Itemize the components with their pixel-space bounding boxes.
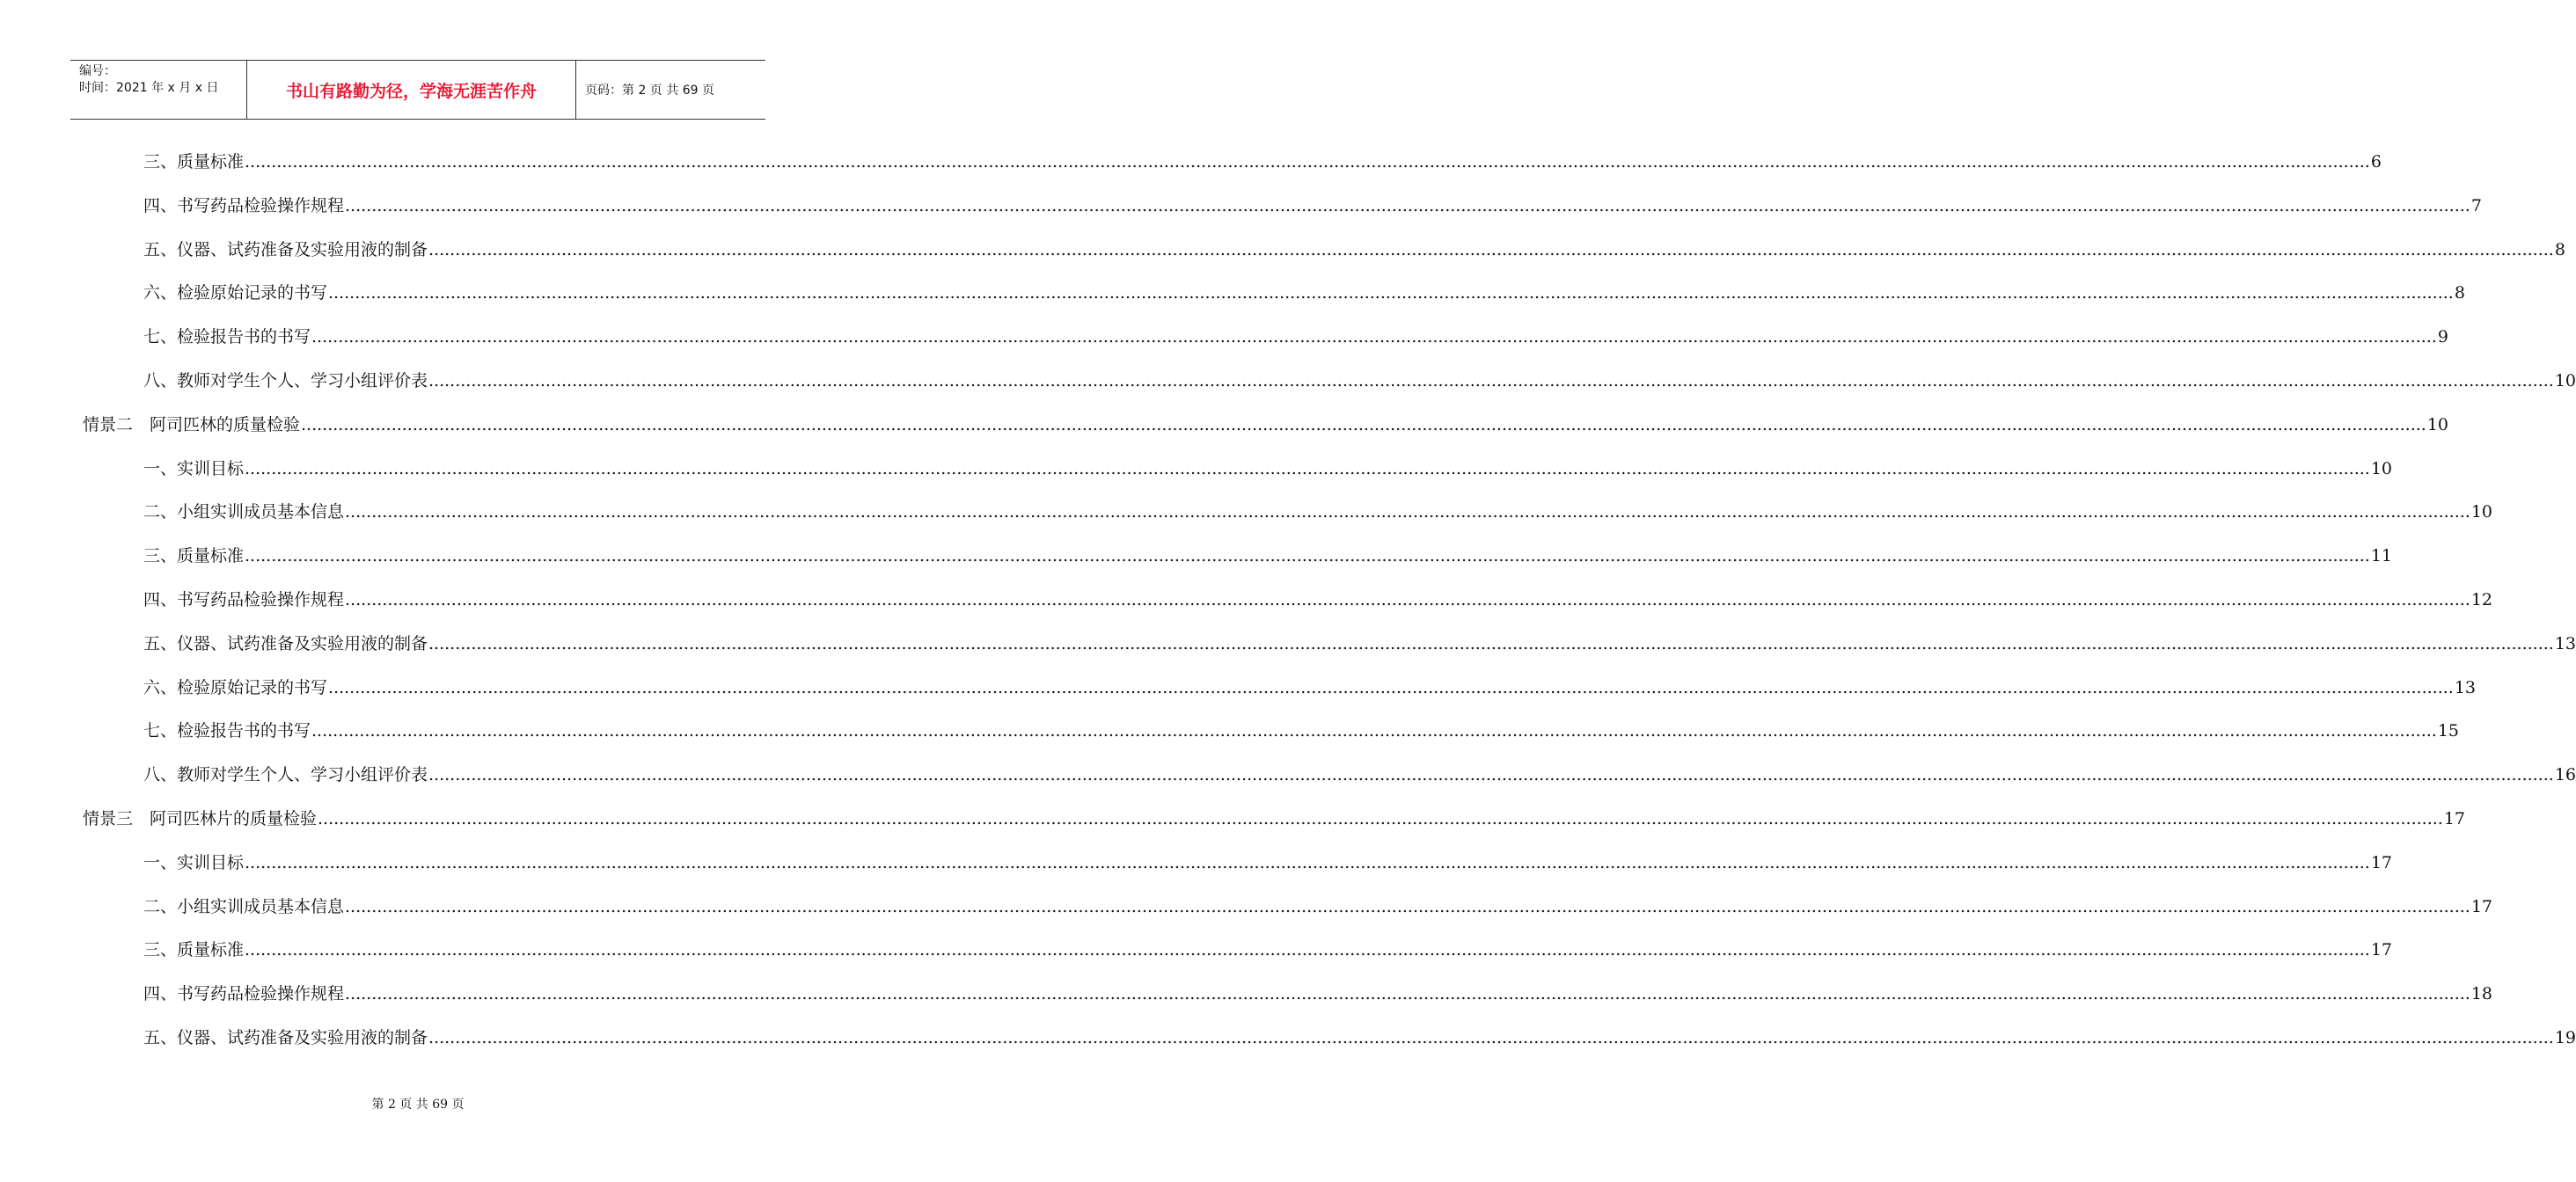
- toc-entry-label: 六、检验原始记录的书写: [143, 283, 328, 303]
- toc-entry-page: 17: [2370, 852, 2393, 872]
- toc-entry-label: 八、教师对学生个人、学习小组评价表: [143, 371, 428, 390]
- toc-entry-page: 17: [2370, 940, 2393, 960]
- toc-dot-leader: ................................................................................................................................................................................................................................................................................................................................................................................................................: [311, 327, 2437, 347]
- toc-entry-label: 情景三 阿司匹林片的质量检验: [83, 809, 318, 828]
- toc-entry-page: 9: [2437, 327, 2448, 347]
- header-meta: [70, 61, 247, 119]
- toc-entry[interactable]: [143, 146, 2382, 172]
- toc-entry-label: 六、检验原始记录的书写: [143, 677, 328, 697]
- toc-entry[interactable]: [143, 891, 2493, 917]
- toc-entry-label: 一、实训目标: [143, 852, 245, 872]
- toc-entry-page: 7: [2470, 195, 2482, 215]
- toc-entry-page: 15: [2437, 721, 2460, 741]
- toc-entry[interactable]: [143, 277, 2465, 303]
- toc-entry[interactable]: [143, 628, 2576, 654]
- toc-entry-page: 17: [2470, 896, 2493, 916]
- toc-entry-label: 四、书写药品检验操作规程: [143, 590, 345, 609]
- toc-entry-label: 四、书写药品检验操作规程: [143, 195, 345, 215]
- page-footer: 第 2 页 共 69 页: [371, 1098, 465, 1112]
- toc-dot-leader: ................................................................................................................................................................................................................................................................................................................................................................................................................: [245, 940, 2370, 960]
- toc-dot-leader: ................................................................................................................................................................................................................................................................................................................................................................................................................: [301, 414, 2426, 434]
- document-date-label: 时间：2021 年 x 月 x 日: [79, 81, 219, 95]
- toc-entry-page: 8: [2454, 283, 2465, 303]
- toc-entry-page: 6: [2370, 152, 2382, 171]
- document-number-label: 编号：: [79, 64, 116, 78]
- toc-dot-leader: ................................................................................................................................................................................................................................................................................................................................................................................................................: [428, 765, 2554, 785]
- header-page-info: 页码：第 2 页 共 69 页: [585, 84, 714, 98]
- toc-dot-leader: ................................................................................................................................................................................................................................................................................................................................................................................................................: [311, 721, 2437, 741]
- toc-entry-label: 三、质量标准: [143, 152, 245, 171]
- toc-entry-label: 二、小组实训成员基本信息: [143, 896, 345, 916]
- toc-entry-page: 10: [2554, 371, 2576, 390]
- toc-entry[interactable]: [83, 409, 2449, 435]
- toc-entry-page: 19: [2554, 1028, 2576, 1047]
- toc-entry[interactable]: [143, 1022, 2576, 1048]
- toc-entry[interactable]: [143, 934, 2393, 960]
- toc-entry-page: 17: [2443, 809, 2466, 828]
- toc-entry-label: 四、书写药品检验操作规程: [143, 984, 345, 1004]
- toc-entry-page: 10: [2370, 458, 2393, 478]
- toc-dot-leader: ................................................................................................................................................................................................................................................................................................................................................................................................................: [245, 852, 2370, 872]
- toc-dot-leader: ................................................................................................................................................................................................................................................................................................................................................................................................................: [428, 1028, 2554, 1047]
- toc-entry-label: 一、实训目标: [143, 458, 245, 478]
- toc-entry[interactable]: [143, 496, 2493, 522]
- toc-entry-label: 八、教师对学生个人、学习小组评价表: [143, 765, 428, 785]
- toc-dot-leader: ................................................................................................................................................................................................................................................................................................................................................................................................................: [345, 590, 2470, 609]
- toc-dot-leader: ................................................................................................................................................................................................................................................................................................................................................................................................................: [428, 239, 2554, 259]
- toc-dot-leader: ................................................................................................................................................................................................................................................................................................................................................................................................................: [345, 896, 2470, 916]
- toc-entry-label: 七、检验报告书的书写: [143, 327, 311, 347]
- toc-dot-leader: ................................................................................................................................................................................................................................................................................................................................................................................................................: [328, 677, 2454, 697]
- toc-entry-label: 五、仪器、试药准备及实验用液的制备: [143, 239, 428, 259]
- toc-entry-label: 五、仪器、试药准备及实验用液的制备: [143, 1028, 428, 1047]
- toc-entry[interactable]: [143, 584, 2493, 610]
- toc-entry[interactable]: [143, 847, 2393, 873]
- toc-entry[interactable]: [143, 365, 2576, 391]
- toc-entry[interactable]: [143, 190, 2482, 216]
- toc-dot-leader: ................................................................................................................................................................................................................................................................................................................................................................................................................: [428, 633, 2554, 653]
- toc-entry[interactable]: [143, 540, 2393, 566]
- toc-entry[interactable]: [143, 453, 2393, 479]
- toc-entry-page: 18: [2470, 984, 2493, 1004]
- toc-dot-leader: ................................................................................................................................................................................................................................................................................................................................................................................................................: [328, 283, 2454, 303]
- toc-entry[interactable]: [143, 672, 2477, 698]
- toc-entry[interactable]: [143, 978, 2493, 1004]
- toc-dot-leader: ................................................................................................................................................................................................................................................................................................................................................................................................................: [245, 546, 2370, 566]
- toc-entry-page: 8: [2554, 239, 2565, 259]
- toc-entry-page: 10: [2426, 414, 2449, 434]
- toc-dot-leader: ................................................................................................................................................................................................................................................................................................................................................................................................................: [245, 152, 2370, 171]
- toc-entry[interactable]: [143, 321, 2448, 347]
- toc-dot-leader: ................................................................................................................................................................................................................................................................................................................................................................................................................: [345, 195, 2470, 215]
- toc-dot-leader: ................................................................................................................................................................................................................................................................................................................................................................................................................: [428, 371, 2554, 390]
- header-motto: 书山有路勤为径，学海无涯苦作舟: [247, 61, 576, 119]
- toc-entry[interactable]: [83, 803, 2466, 829]
- toc-dot-leader: ................................................................................................................................................................................................................................................................................................................................................................................................................: [245, 458, 2370, 478]
- toc-entry-page: 13: [2454, 677, 2477, 697]
- toc-dot-leader: ................................................................................................................................................................................................................................................................................................................................................................................................................: [345, 502, 2470, 522]
- toc-entry-page: 10: [2470, 502, 2493, 522]
- toc-entry-page: 16: [2554, 765, 2576, 785]
- toc-entry[interactable]: [143, 234, 2565, 260]
- toc-entry-label: 三、质量标准: [143, 940, 245, 960]
- toc-entry-page: 11: [2370, 546, 2393, 566]
- toc-entry-label: 三、质量标准: [143, 546, 245, 566]
- toc-entry-page: 13: [2554, 633, 2576, 653]
- toc-entry-label: 五、仪器、试药准备及实验用液的制备: [143, 633, 428, 653]
- toc-entry-page: 12: [2470, 590, 2493, 609]
- toc-entry-label: 情景二 阿司匹林的质量检验: [83, 414, 301, 434]
- toc-dot-leader: ................................................................................................................................................................................................................................................................................................................................................................................................................: [345, 984, 2470, 1004]
- toc-entry-label: 二、小组实训成员基本信息: [143, 502, 345, 522]
- toc-entry-label: 七、检验报告书的书写: [143, 721, 311, 741]
- toc-entry[interactable]: [143, 759, 2576, 785]
- document-header: [70, 60, 765, 120]
- toc-entry[interactable]: [143, 715, 2460, 741]
- toc-dot-leader: ................................................................................................................................................................................................................................................................................................................................................................................................................: [318, 809, 2443, 828]
